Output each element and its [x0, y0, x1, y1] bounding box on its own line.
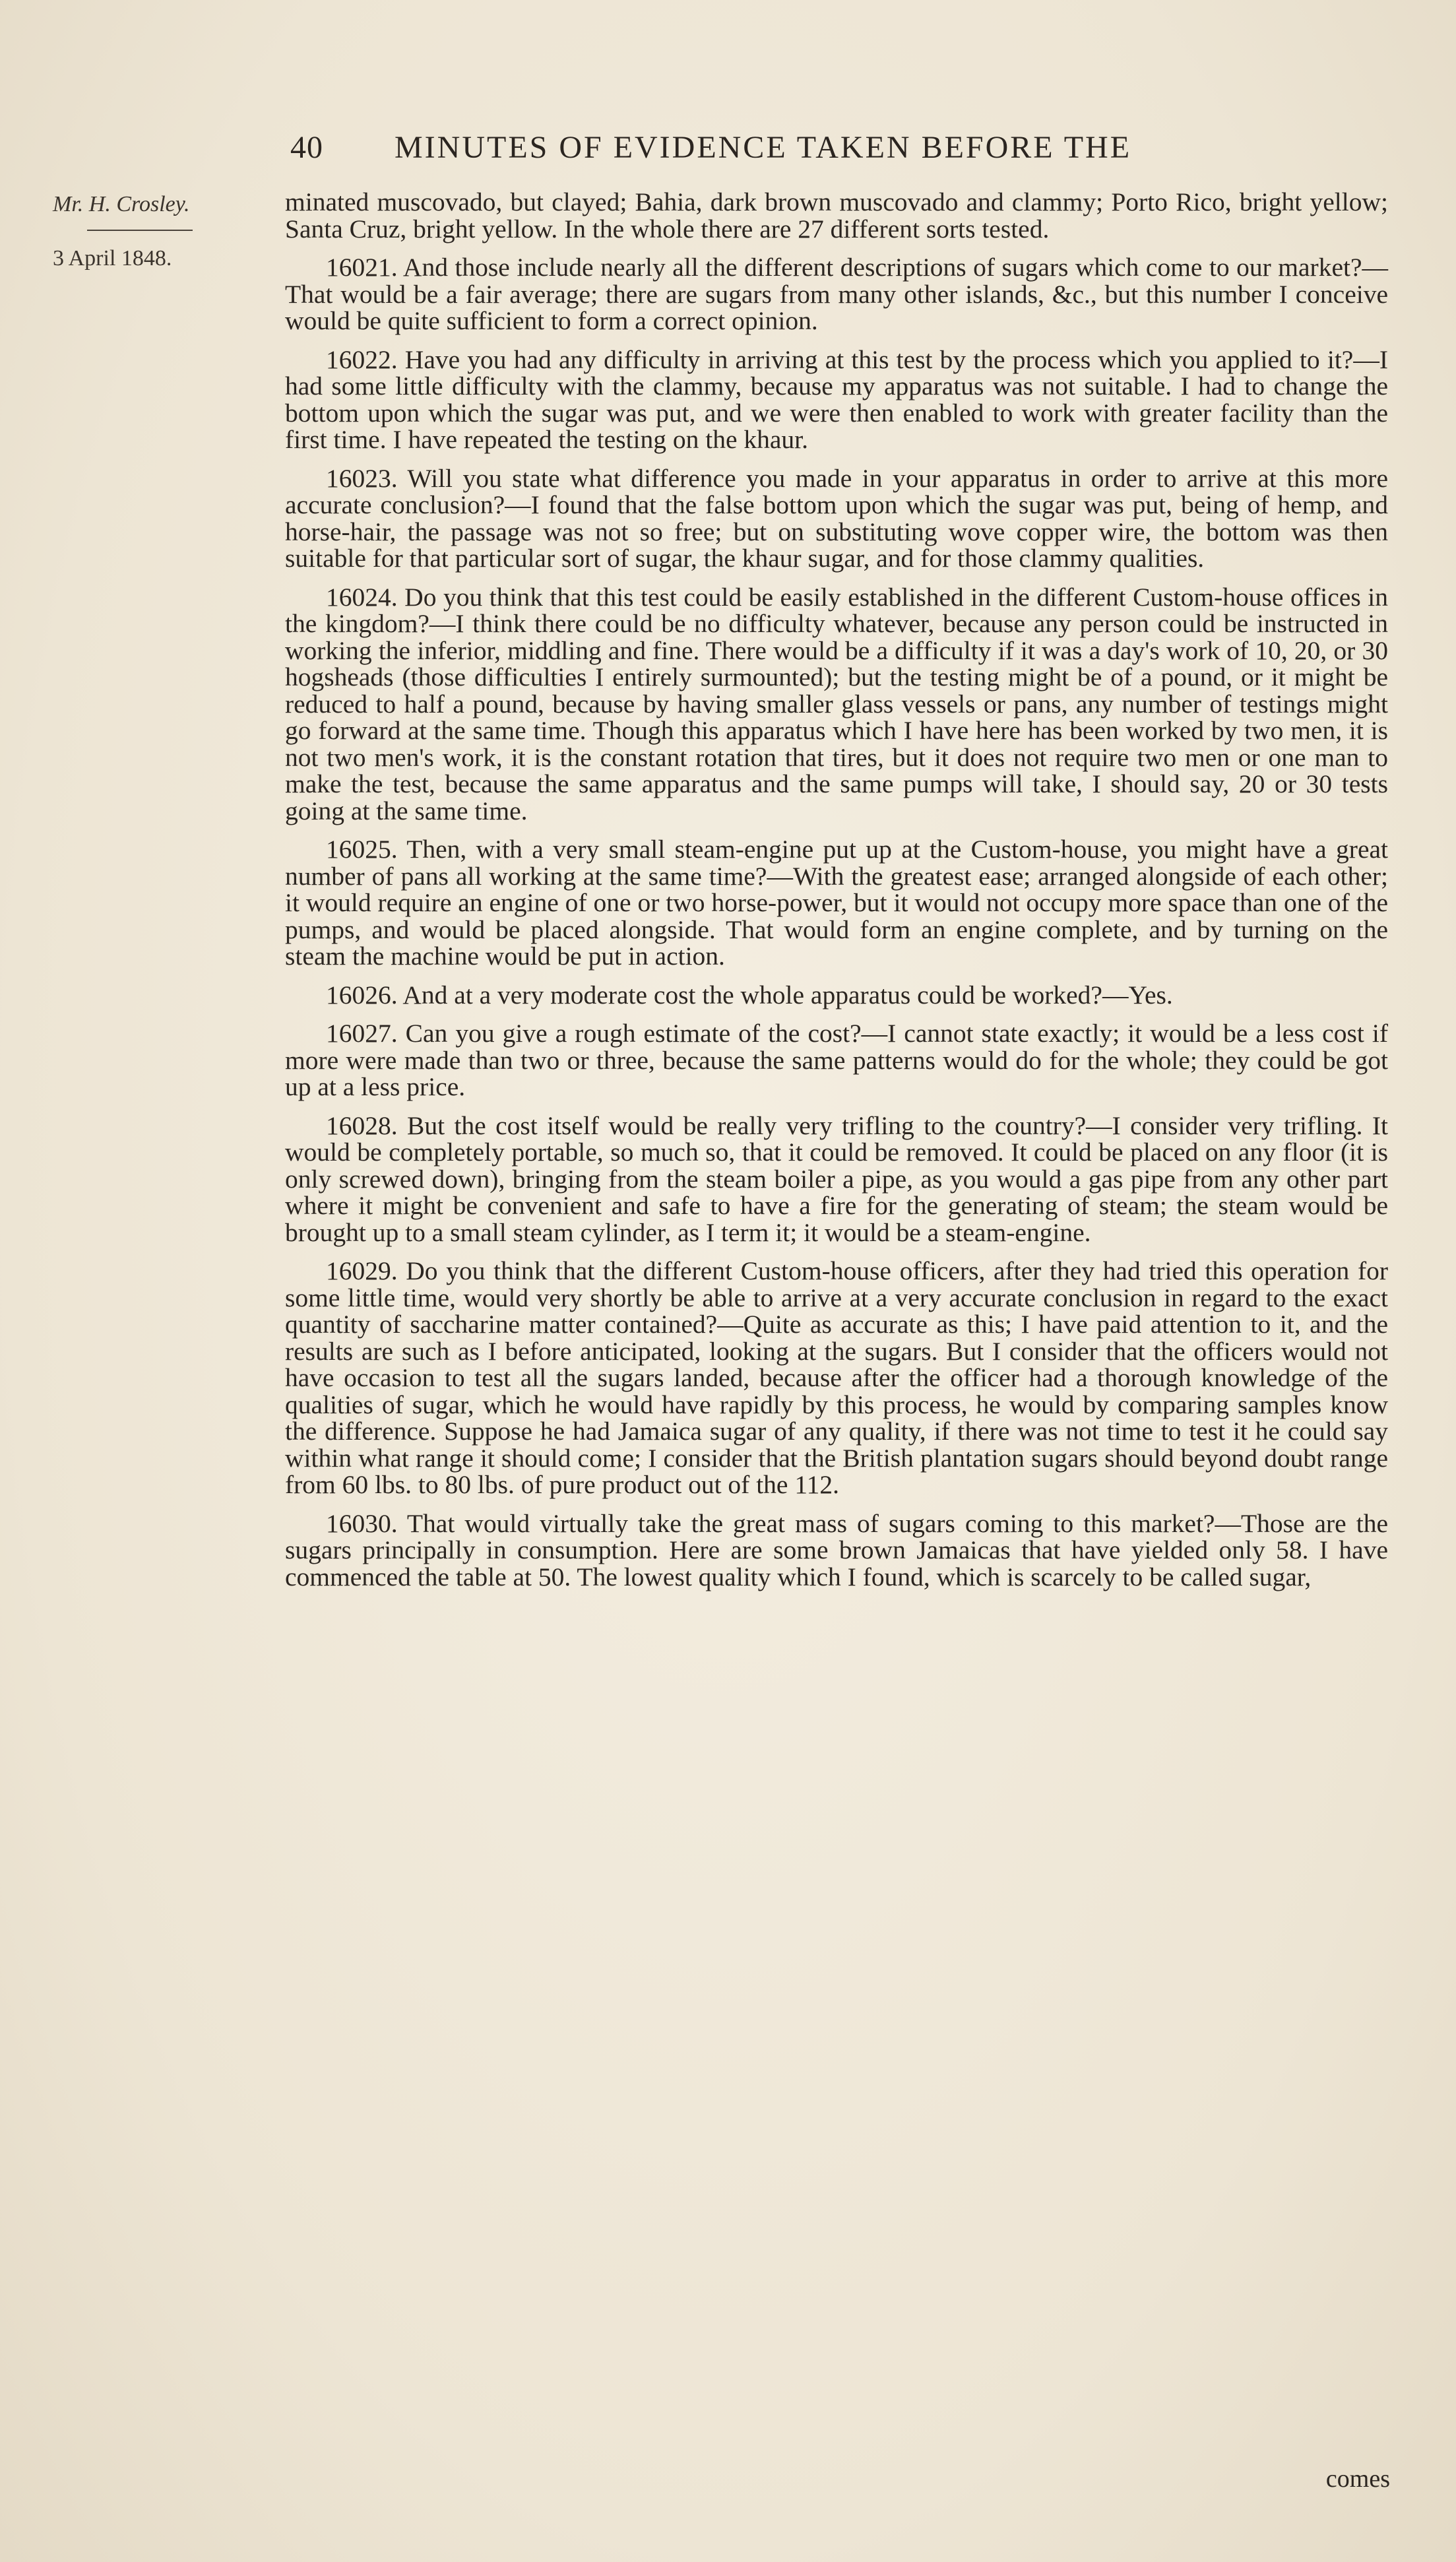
witness-name: Mr. H. Crosley. [53, 192, 190, 216]
body-text [285, 189, 1388, 1602]
paragraph-continued: minated muscovado, but clayed; Bahia, dark brown muscovado and clammy; Porto Rico, bright yellow; Santa Cruz, bright yellow. In the whole there are 27 different sorts tested. [285, 187, 1388, 243]
margin-note [53, 191, 264, 272]
question-16028: 16028. But the cost itself would be really very trifling to the country?—I consider very trifling. It would be completely portable, so much so, that it could be removed. It could be placed on any floor (it is only screwed down), bringing from the steam boiler a pipe, as you would a gas pipe from any other part where it might be convenient and safe to have a fire for the generating of steam; the steam would be brought up to a small steam cylinder, as I term it; it would be a steam-engine. [285, 1110, 1388, 1247]
question-16029: 16029. Do you think that the different Custom-house officers, after they had tried this operation for some little time, would very shortly be able to arrive at a very accurate conclusion in regard to the exact quantity of saccharine matter contained?—Quite as accurate as this; I have paid attention to it, and the results are such as I before anticipated, looking at the sugars. But I consider that the officers would not have occasion to test all the sugars landed, because after the officer had a thorough knowledge of the qualities of sugar, which he would have rapidly by this process, he would by comparing samples know the difference. Suppose he had Jamaica sugar of any quality, if there was not time to test it he could say within what range it should come; I consider that the British plantation sugars should beyond doubt range from 60 lbs. to 80 lbs. of pure product out of the 112. [285, 1256, 1388, 1499]
question-16024: 16024. Do you think that this test could be easily established in the different Custom-house offices in the kingdom?—I think there could be no difficulty whatever, because any person could be instructed in working the inferior, middling and fine. There would be a difficulty if it was a day's work of 10, 20, or 30 hogsheads (those difficulties I entirely surmounted); but the testing might be of a pound, or it might be reduced to half a pound, because by having smaller glass vessels or pans, any number of testings might go forward at the same time. Though this apparatus which I have here has been worked by two men, it is not two men's work, it is the constant rotation that tires, but it does not require two men or one man to make the test, because the same apparatus and the same pumps will take, I should say, 20 or 30 tests going at the same time. [285, 582, 1388, 825]
catchword: comes [1325, 2465, 1390, 2493]
question-16023: 16023. Will you state what difference you made in your apparatus in order to arrive at this more accurate conclusion?—I found that the false bottom upon which the sugar was put, being of hemp, and horse-hair, the passage was not so free; but on substituting wove copper wire, the bottom was then suitable for that particular sort of sugar, the khaur sugar, and for those clammy qualities. [285, 463, 1388, 573]
running-title: MINUTES OF EVIDENCE TAKEN BEFORE THE [395, 130, 1132, 165]
running-header [290, 129, 1385, 166]
evidence-date: 3 April 1848. [53, 246, 172, 271]
margin-rule [87, 230, 193, 231]
question-16022: 16022. Have you had any difficulty in arriving at this test by the process which you applied to it?—I had some little difficulty with the clammy, because my apparatus was not suitable. I had to change the bottom upon which the sugar was put, and we were then enabled to work with greater facility than the first time. I have repeated the testing on the khaur. [285, 344, 1388, 454]
question-16030: 16030. That would virtually take the great mass of sugars coming to this market?—Those are the sugars principally in consumption. Here are some brown Jamaicas that have yielded only 58. I have commenced the table at 50. The lowest quality which I found, which is scarcely to be called sugar, [285, 1508, 1388, 1591]
page-number: 40 [290, 130, 323, 165]
question-16021: 16021. And those include nearly all the different descriptions of sugars which come to our market?—That would be a fair average; there are sugars from many other islands, &c., but this number I conceive would be quite sufficient to form a correct opinion. [285, 253, 1388, 335]
question-16025: 16025. Then, with a very small steam-engine put up at the Custom-house, you might have a great number of pans all working at the same time?—With the greatest ease; arranged alongside of each other; it would require an engine of one or two horse-power, but it would not occupy more space than one of the pumps, and would be placed alongside. That would form an engine complete, and by turning on the steam the machine would be put in action. [285, 835, 1388, 971]
question-16027: 16027. Can you give a rough estimate of the cost?—I cannot state exactly; it would be a less cost if more were made than two or three, because the same patterns would do for the whole; they could be got up at a less price. [285, 1019, 1388, 1101]
question-16026: 16026. And at a very moderate cost the whole apparatus could be worked?—Yes. [326, 980, 1173, 1009]
